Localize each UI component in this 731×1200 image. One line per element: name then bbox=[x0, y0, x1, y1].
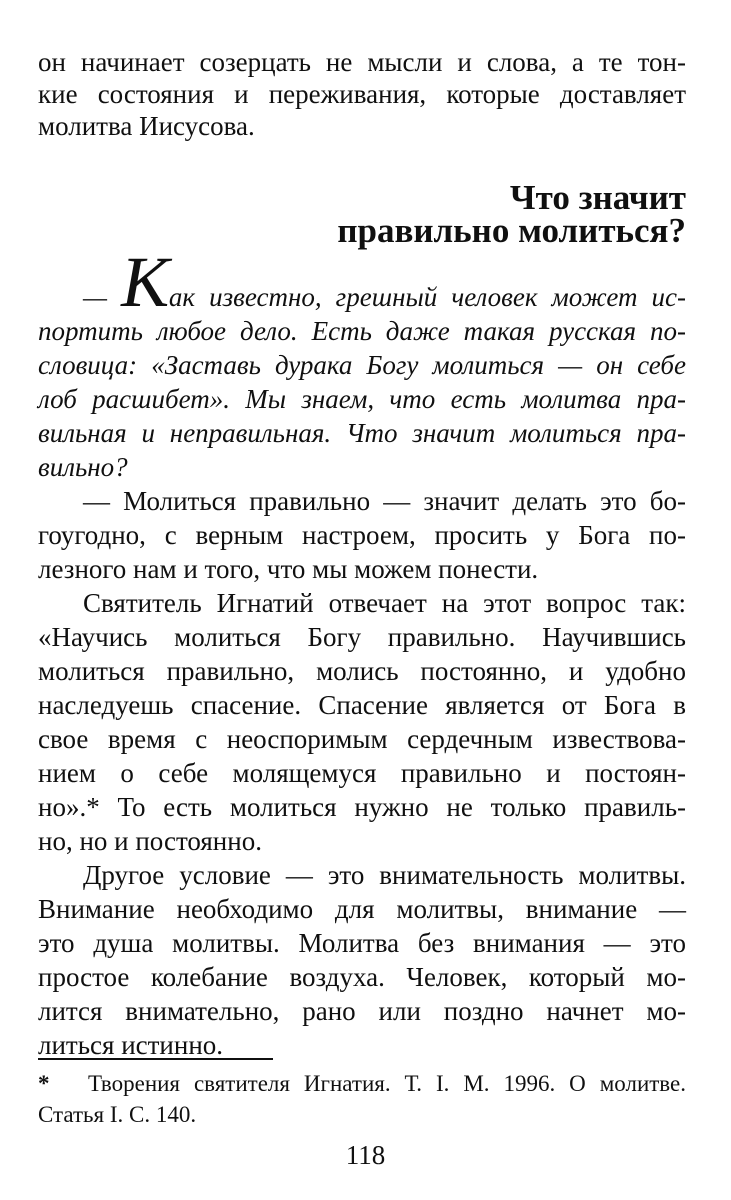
footnote bbox=[38, 1068, 686, 1130]
text-line: портить любое дело. Есть даже такая русская по- bbox=[38, 316, 686, 346]
text-line: но, но и постоянно. bbox=[38, 826, 262, 856]
text-line: литься истинно. bbox=[38, 1030, 224, 1060]
text-fragment: Творения святителя Игнатия. Т. I. М. 1996. О молитве. bbox=[88, 1071, 686, 1096]
text-line: Внимание необходимо для молитвы, внимание — bbox=[38, 894, 686, 924]
text-line: наследуешь спасение. Спасение является от Бога в bbox=[38, 690, 686, 720]
text-line bbox=[38, 242, 687, 322]
text-line: гоугодно, с верным настроем, просить у Бога по- bbox=[38, 520, 686, 550]
intro-paragraph bbox=[38, 46, 686, 142]
text-line: вильно? bbox=[38, 452, 128, 482]
footnote-rule bbox=[38, 1058, 273, 1060]
dialog-question-paragraph bbox=[38, 242, 687, 484]
text-line: нием о себе молящемуся правильно и постоян- bbox=[38, 758, 686, 788]
attention-paragraph bbox=[38, 858, 686, 1062]
body-text bbox=[38, 242, 687, 1062]
text-line: молиться правильно, молись постоянно, и удобно bbox=[38, 656, 686, 686]
text-line: свое время с неоспоримым сердечным извествова- bbox=[38, 724, 686, 754]
text-line: вильная и неправильная. Что значит молиться пра- bbox=[38, 418, 686, 448]
text-line: словица: «Заставь дурака Богу молиться — он себе bbox=[38, 350, 686, 380]
text-line: — Молиться правильно — значит делать это бо- bbox=[83, 486, 686, 516]
text-line: он начинает созерцать не мысли и слова, а те тон- bbox=[38, 47, 686, 77]
text-line: простое колебание воздуха. Человек, который мо- bbox=[38, 962, 686, 992]
footnote-text-line: Статья I. С. 140. bbox=[38, 1102, 197, 1127]
dialog-answer-paragraph bbox=[38, 484, 686, 586]
text-line: лезного нам и того, что мы можем понести. bbox=[38, 554, 539, 584]
text-line: это душа молитвы. Молитва без внимания — это bbox=[38, 928, 686, 958]
footnote-text-line bbox=[38, 1068, 686, 1099]
heading-line: Что значит bbox=[509, 178, 686, 217]
section-heading bbox=[38, 178, 686, 250]
text-line: кие состояния и переживания, которые доставляет bbox=[38, 79, 686, 109]
text-line: «Научись молиться Богу правильно. Научившись bbox=[38, 622, 686, 652]
text-line: молитва Иисусова. bbox=[38, 111, 255, 141]
text-line: лится внимательно, рано или поздно начнет мо- bbox=[38, 996, 686, 1026]
text-line: Святитель Игнатий отвечает на этот вопрос так: bbox=[83, 588, 686, 618]
text-fragment: ак известно, грешный человек может ис- bbox=[168, 282, 687, 312]
heading-line: правильно молиться? bbox=[337, 211, 686, 250]
text-line: лоб расшибет». Мы знаем, что есть молитва пра- bbox=[38, 384, 686, 414]
footnote-marker: * bbox=[38, 1071, 50, 1096]
page-number: 118 bbox=[345, 1140, 386, 1170]
ignatius-quote-paragraph bbox=[38, 586, 686, 858]
dialog-dash: — bbox=[83, 282, 108, 312]
raised-initial-cap: К bbox=[121, 242, 169, 322]
text-line: но».* То есть молиться нужно не только правиль- bbox=[38, 792, 686, 822]
text-line: Другое условие — это внимательность молитвы. bbox=[83, 860, 686, 890]
